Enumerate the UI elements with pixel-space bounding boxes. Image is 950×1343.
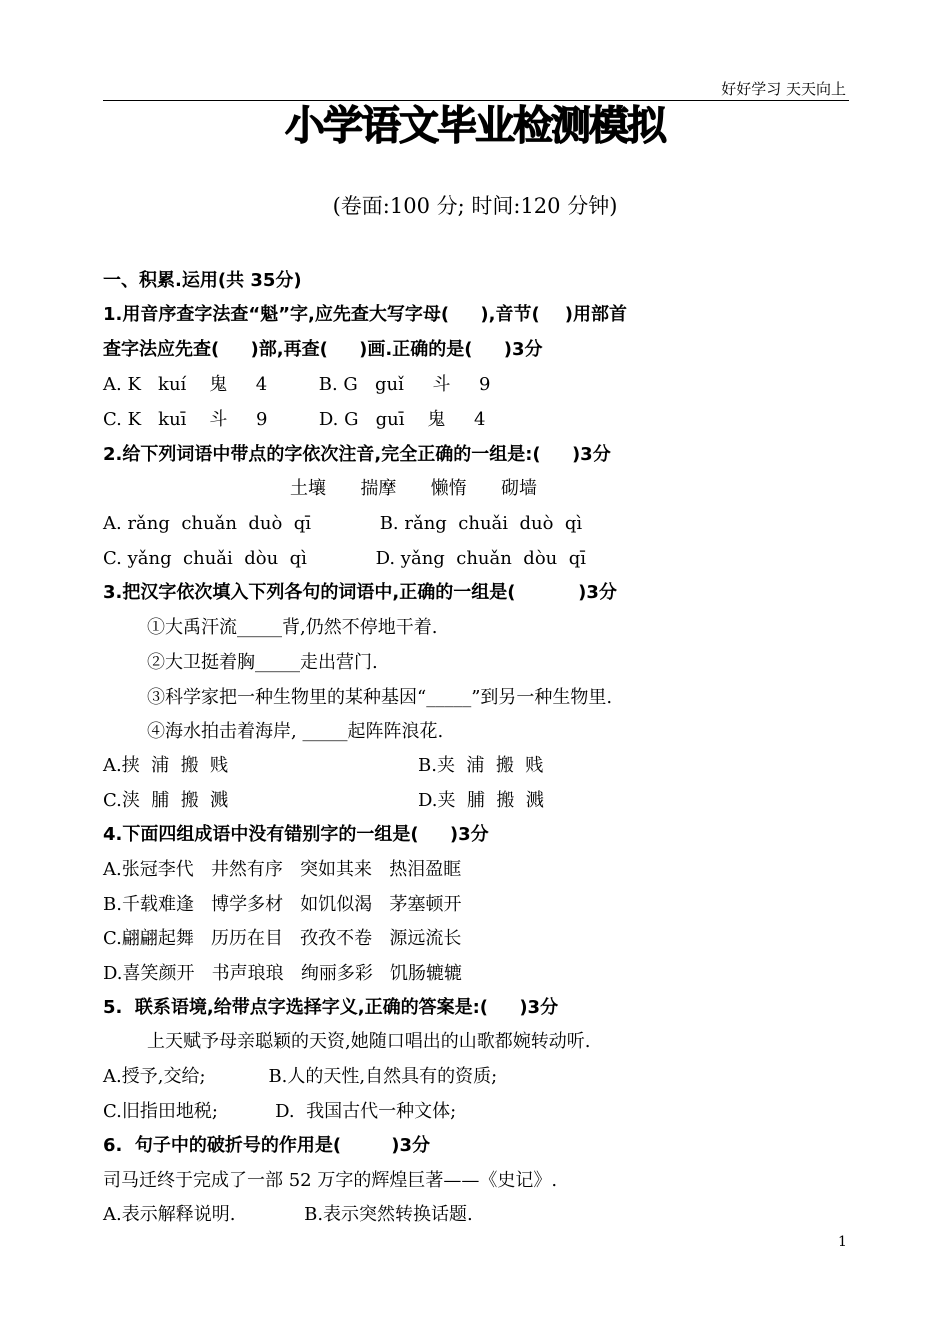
text-line: B.夹 浦 搬 贱: [418, 755, 544, 776]
exam-info: (卷面:100 分; 时间:120 分钟): [332, 194, 618, 218]
question-line: 2.给下列词语中带点的字依次注音,完全正确的一组是:( )3分: [103, 444, 611, 465]
text-line: 上天赋予母亲聪颖的天资,她随口唱出的山歌都婉转动听.: [147, 1031, 591, 1052]
text-line: 司马迁终于完成了一部 52 万字的辉煌巨著——《史记》.: [103, 1170, 558, 1191]
text-line: A. rǎng chuǎn duò qī B. rǎng chuǎi duò qì: [103, 513, 583, 534]
text-line: A.挟 浦 搬 贱: [103, 755, 229, 776]
text-line: D.夹 脯 搬 溅: [418, 790, 544, 811]
text-line: ①大禹汗流_____背,仍然不停地干着.: [147, 617, 438, 638]
header-text: 好好学习 天天向上: [721, 80, 846, 98]
question-line: 3.把汉字依次填入下列各句的词语中,正确的一组是( )3分: [103, 582, 617, 603]
question-line: 4.下面四组成语中没有错别字的一组是( )3分: [103, 824, 489, 845]
text-line: 土壤 揣摩 懒惰 砌墙: [290, 478, 537, 499]
question-line: 查字法应先查( )部,再查( )画.正确的是( )3分: [103, 339, 543, 360]
text-line: A. K kuí 鬼 4 B. G guǐ 斗 9: [103, 374, 491, 395]
question-line: 1.用音序查字法查“魁”字,应先查大写字母( ),音节( )用部首: [103, 304, 628, 325]
text-line: C.翩翩起舞 历历在目 孜孜不卷 源远流长: [103, 928, 462, 949]
text-line: A.表示解释说明. B.表示突然转换话题.: [103, 1204, 473, 1225]
text-line: C. K kuī 斗 9 D. G guī 鬼 4: [103, 409, 486, 430]
question-line: 一、积累.运用(共 35分): [103, 270, 302, 291]
page-title: 小学语文毕业检测模拟: [285, 103, 665, 149]
text-line: D.喜笑颜开 书声琅琅 绚丽多彩 饥肠辘辘: [103, 963, 463, 984]
text-line: A.授予,交给; B.人的天性,自然具有的资质;: [103, 1066, 498, 1087]
text-line: C.旧指田地税; D. 我国古代一种文体;: [103, 1101, 457, 1122]
text-line: C. yǎng chuǎi dòu qì D. yǎng chuǎn dòu qī: [103, 548, 586, 569]
text-line: ③科学家把一种生物里的某种基因“_____”到另一种生物里.: [147, 687, 613, 708]
text-line: A.张冠李代 井然有序 突如其来 热泪盈眶: [103, 859, 462, 880]
question-line: 5. 联系语境,给带点字选择字义,正确的答案是:( )3分: [103, 997, 559, 1018]
text-line: C.浃 脯 搬 溅: [103, 790, 229, 811]
text-line: B.千载难逢 博学多材 如饥似渴 茅塞顿开: [103, 894, 462, 915]
page-number: 1: [838, 1234, 847, 1250]
text-line: ②大卫挺着胸_____走出营门.: [147, 652, 378, 673]
question-line: 6. 句子中的破折号的作用是( )3分: [103, 1135, 431, 1156]
text-line: ④海水拍击着海岸, _____起阵阵浪花.: [147, 721, 444, 742]
